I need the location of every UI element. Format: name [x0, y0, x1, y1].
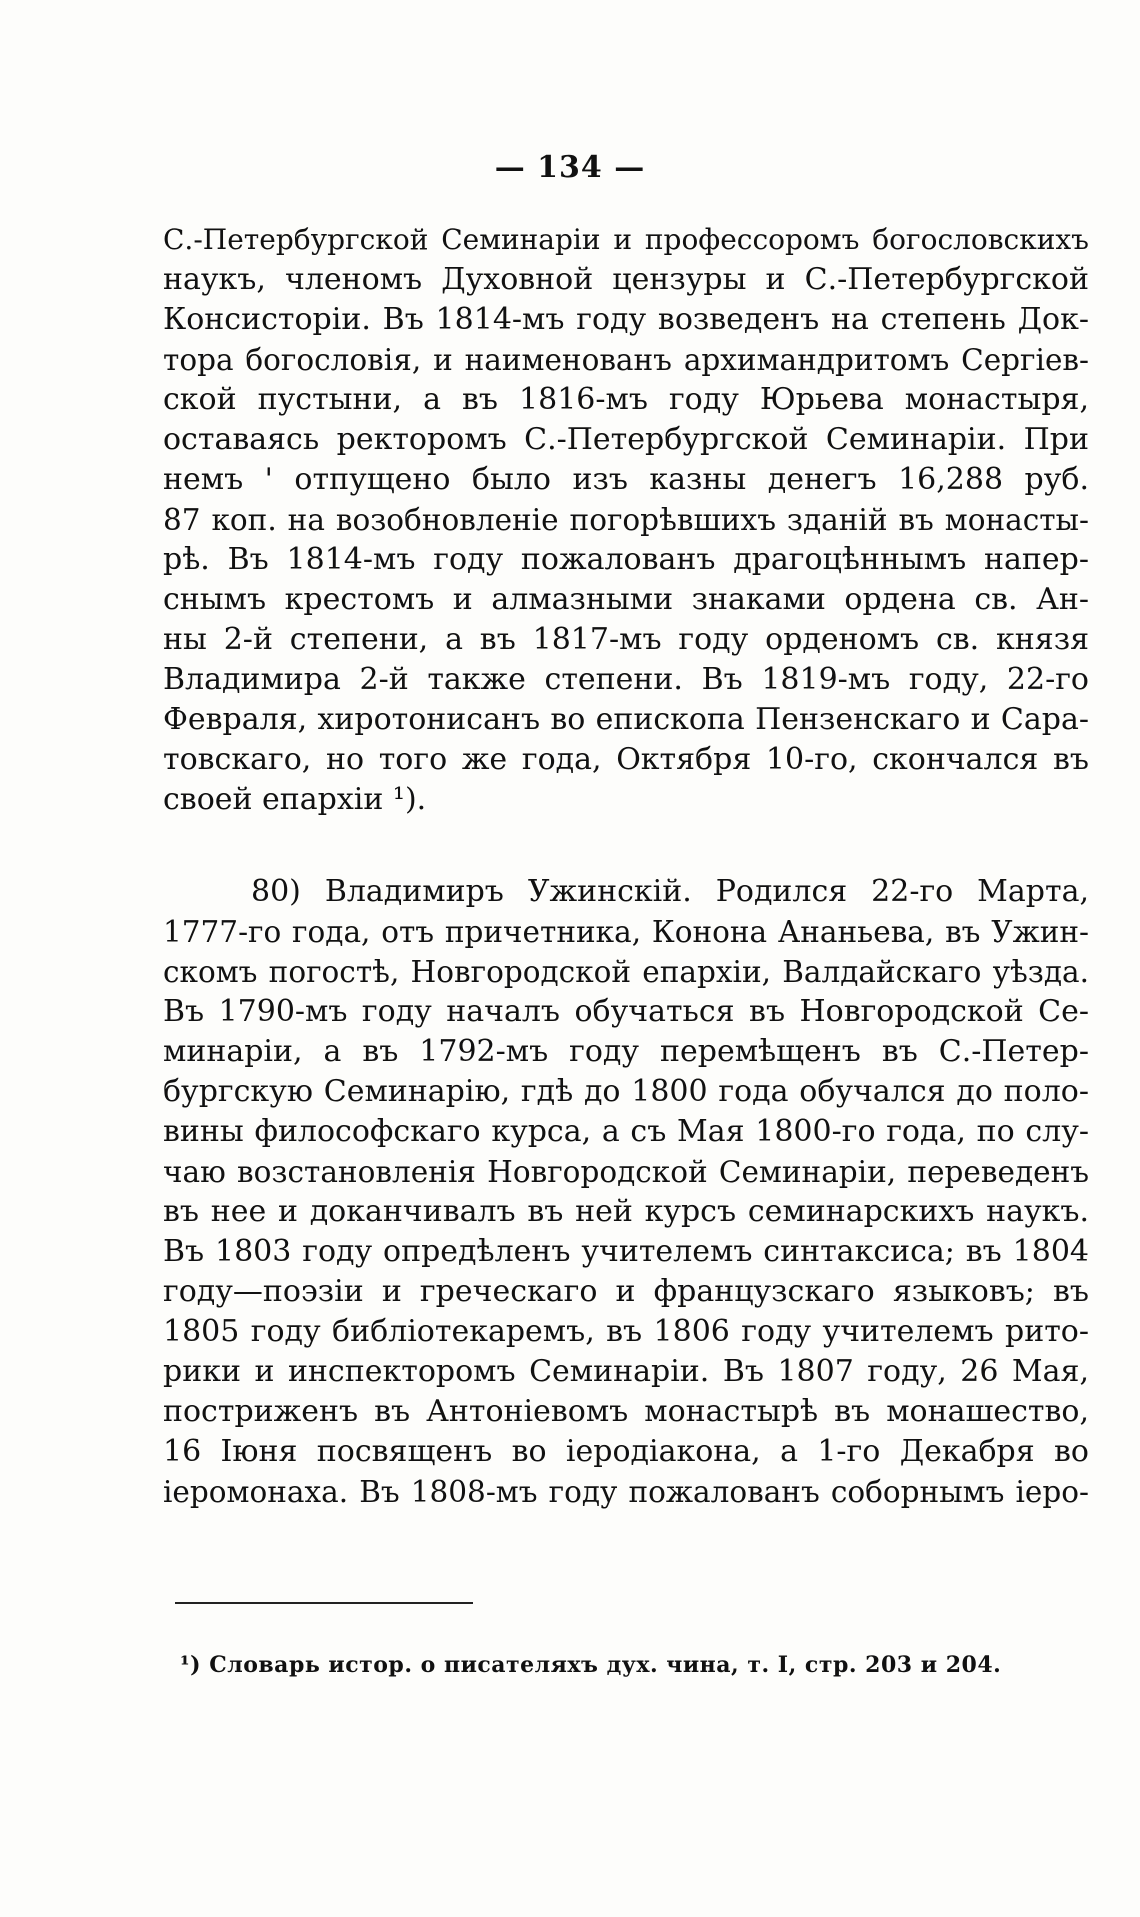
text-line: іеромонаха. Въ 1808-мъ году пожалованъ соборнымъ іеро-	[163, 1475, 1089, 1509]
footnote-divider	[175, 1602, 473, 1604]
text-line: ны 2-й степени, а въ 1817-мъ году орденомъ св. князя	[163, 622, 1089, 657]
text-line: году—поэзіи и греческаго и французскаго языковъ; въ	[163, 1274, 1089, 1309]
text-line: 1777-го года, отъ причетника, Конона Ананьева, въ Ужин-	[163, 915, 1089, 949]
text-line: Въ 1803 году опредѣленъ учителемъ синтаксиса; въ 1804	[163, 1234, 1089, 1269]
text-line: постриженъ въ Антоніевомъ монастырѣ въ монашество,	[163, 1394, 1089, 1429]
text-line: оставаясь ректоромъ С.-Петербургской Семинаріи. При	[163, 422, 1089, 457]
text-line: 80) Владимиръ Ужинскій. Родился 22-го Марта,	[251, 874, 1089, 909]
text-line: рики и инспекторомъ Семинаріи. Въ 1807 году, 26 Мая,	[163, 1354, 1089, 1389]
paragraph-1	[163, 220, 1089, 820]
text-line: своей епархіи ¹).	[163, 782, 427, 817]
paragraph-2	[163, 872, 1089, 1512]
text-line: немъ ' отпущено было изъ казны денегъ 16,288 руб.	[163, 462, 1089, 497]
text-line: наукъ, членомъ Духовной цензуры и С.-Петербургской	[163, 262, 1089, 297]
text-line: Владимира 2-й также степени. Въ 1819-мъ году, 22-го	[163, 662, 1089, 697]
text-line: 16 Іюня посвященъ во іеродіакона, а 1-го Декабря во	[163, 1434, 1089, 1469]
text-line: рѣ. Въ 1814-мъ году пожалованъ драгоцѣннымъ напер-	[163, 542, 1089, 577]
footnote: ¹) Словарь истор. о писателяхъ дух. чина, т. I, стр. 203 и 204.	[180, 1652, 1002, 1678]
text-line: С.-Петербургской Семинаріи и профессоромъ богословскихъ	[163, 223, 1089, 256]
text-line: тора богословія, и наименованъ архимандритомъ Сергіев-	[163, 343, 1089, 377]
text-line: 1805 году библіотекаремъ, въ 1806 году учителемъ рито-	[163, 1314, 1089, 1349]
text-line: Въ 1790-мъ году началъ обучаться въ Новгородской Се-	[163, 994, 1089, 1029]
page-number: — 134 —	[494, 150, 646, 185]
text-line: Февраля, хиротонисанъ во епископа Пензенскаго и Сара-	[163, 702, 1089, 737]
text-line: чаю возстановленія Новгородской Семинаріи, переведенъ	[163, 1155, 1089, 1189]
text-line: въ нее и доканчивалъ въ ней курсъ семинарскихъ наукъ.	[163, 1194, 1089, 1229]
text-line: Консисторіи. Въ 1814-мъ году возведенъ на степень Док-	[163, 302, 1089, 337]
text-line: минаріи, а въ 1792-мъ году перемѣщенъ въ С.-Петер-	[163, 1034, 1089, 1069]
text-line: снымъ крестомъ и алмазными знаками ордена св. Ан-	[163, 582, 1089, 617]
text-line: 87 коп. на возобновленіе погорѣвшихъ зданій въ монасты-	[163, 503, 1089, 537]
text-line: бургскую Семинарію, гдѣ до 1800 года обучался до поло-	[163, 1074, 1089, 1109]
text-line: скомъ погостѣ, Новгородской епархіи, Валдайскаго уѣзда.	[163, 955, 1089, 989]
text-line: ской пустыни, а въ 1816-мъ году Юрьева монастыря,	[163, 382, 1089, 417]
text-line: вины философскаго курса, а съ Мая 1800-го года, по слу-	[163, 1114, 1089, 1149]
text-line: товскаго, но того же года, Октября 10-го, скончался въ	[163, 742, 1089, 777]
